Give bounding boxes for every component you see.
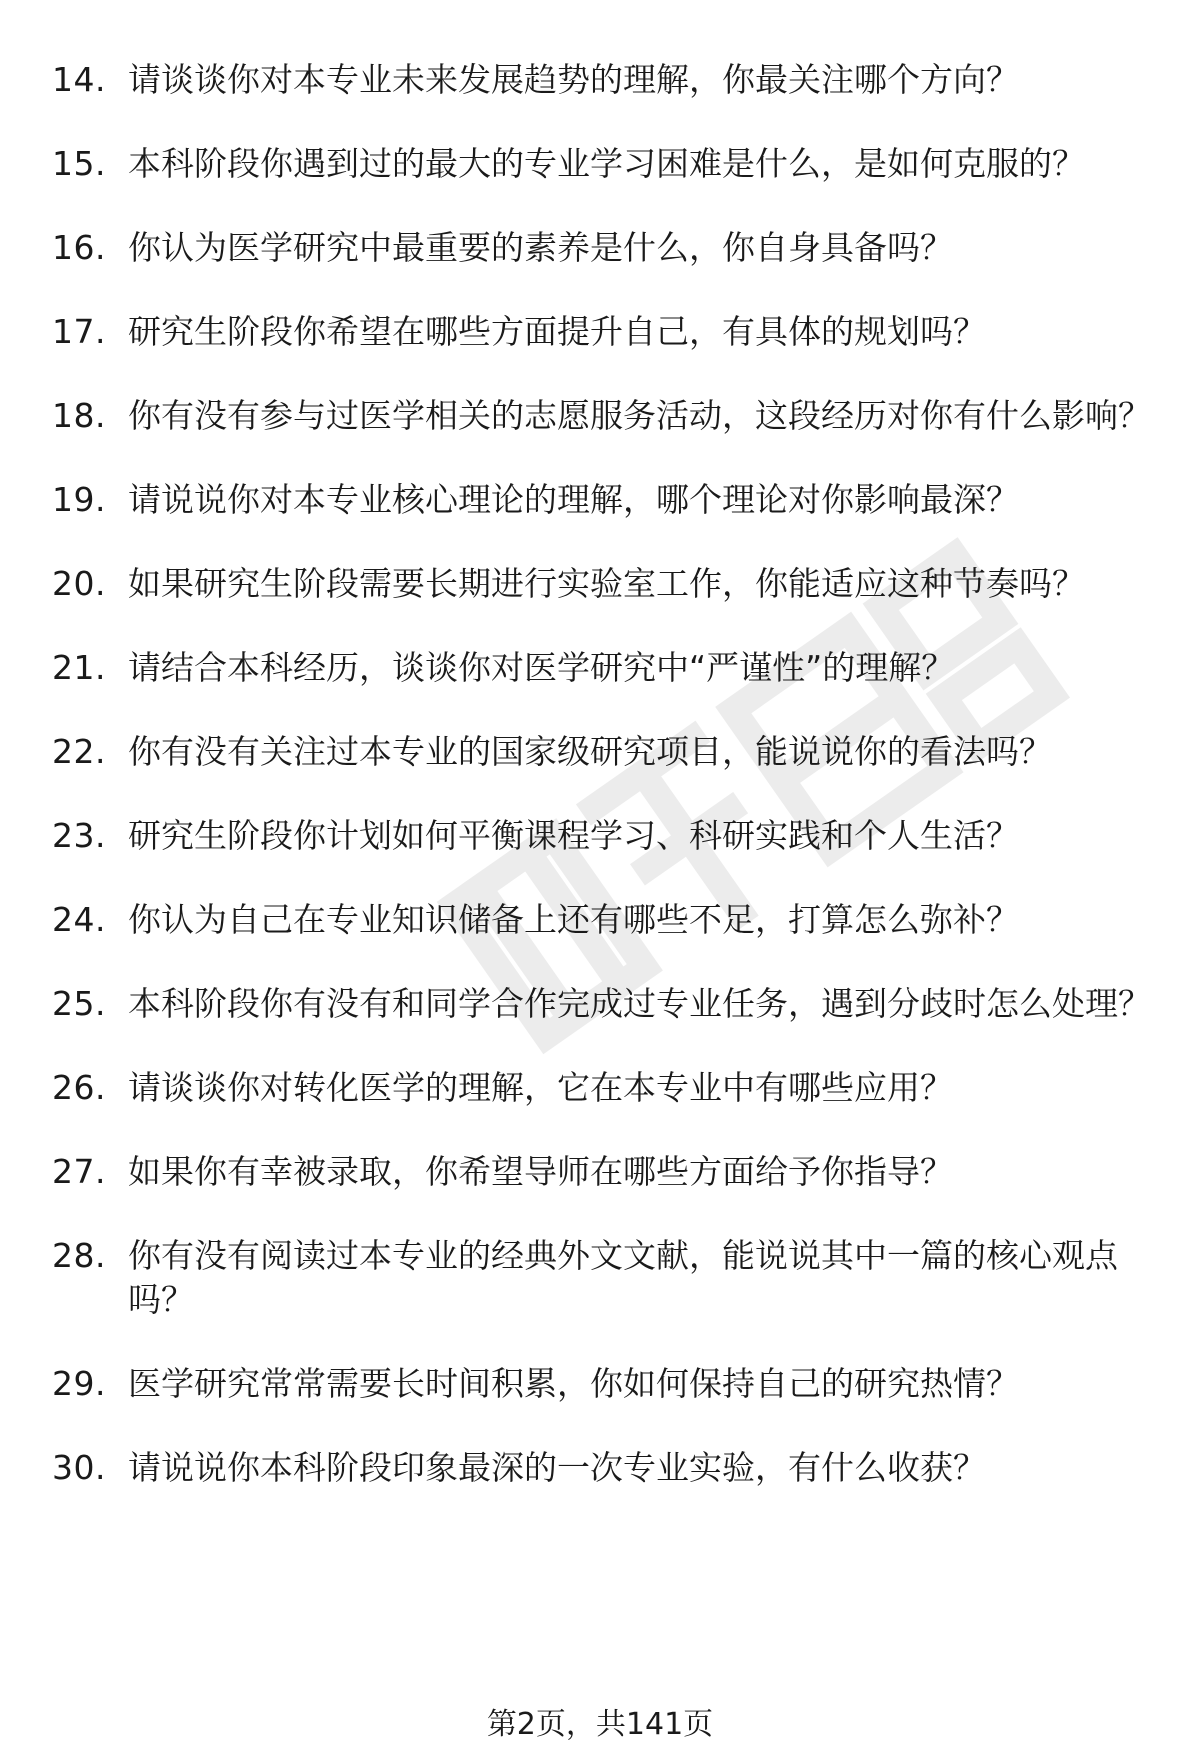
question-number: 30. — [52, 1448, 106, 1487]
question-number: 16. — [52, 228, 106, 267]
question-text: 你认为医学研究中最重要的素养是什么，你自身具备吗？ — [128, 228, 953, 267]
question-number: 22. — [52, 732, 106, 771]
question-number: 18. — [52, 396, 106, 435]
question-number: 28. — [52, 1236, 106, 1275]
question-text: 本科阶段你遇到过的最大的专业学习困难是什么，是如何克服的？ — [128, 144, 1085, 183]
question-text: 你有没有关注过本专业的国家级研究项目，能说说你的看法吗？ — [128, 732, 1052, 771]
question-number: 24. — [52, 900, 106, 939]
question-text: 如果研究生阶段需要长期进行实验室工作，你能适应这种节奏吗？ — [128, 564, 1085, 603]
list-item — [52, 1446, 1152, 1490]
question-number: 25. — [52, 984, 106, 1023]
list-item — [52, 562, 1152, 606]
list-item — [52, 1066, 1152, 1110]
page-footer: 第2页，共141页 — [486, 1707, 714, 1742]
question-number: 21. — [52, 648, 106, 687]
question-text: 请结合本科经历，谈谈你对医学研究中“严谨性”的理解？ — [128, 648, 955, 687]
list-item — [52, 58, 1152, 102]
question-text: 请说说你对本专业核心理论的理解，哪个理论对你影响最深？ — [128, 480, 1019, 519]
list-item — [52, 730, 1152, 774]
question-number: 29. — [52, 1364, 106, 1403]
question-text: 本科阶段你有没有和同学合作完成过专业任务，遇到分歧时怎么处理？ — [128, 984, 1151, 1023]
question-text: 你有没有参与过医学相关的志愿服务活动，这段经历对你有什么影响？ — [128, 396, 1151, 435]
list-item — [52, 310, 1152, 354]
question-text: 如果你有幸被录取，你希望导师在哪些方面给予你指导？ — [128, 1152, 953, 1191]
question-text: 医学研究常常需要长时间积累，你如何保持自己的研究热情？ — [128, 1364, 1019, 1403]
question-number: 15. — [52, 144, 106, 183]
question-text: 研究生阶段你希望在哪些方面提升自己，有具体的规划吗？ — [128, 312, 986, 351]
list-item — [52, 646, 1152, 690]
list-item — [52, 478, 1152, 522]
list-item — [52, 1150, 1152, 1194]
list-item — [52, 394, 1152, 438]
list-item — [52, 814, 1152, 858]
question-text: 请谈谈你对转化医学的理解，它在本专业中有哪些应用？ — [128, 1068, 953, 1107]
list-item — [52, 1362, 1152, 1406]
list-item — [52, 898, 1152, 942]
question-number: 26. — [52, 1068, 106, 1107]
question-text: 请谈谈你对本专业未来发展趋势的理解，你最关注哪个方向？ — [128, 60, 1019, 99]
question-text: 请说说你本科阶段印象最深的一次专业实验，有什么收获？ — [128, 1448, 986, 1487]
question-list — [52, 58, 1152, 1490]
question-number: 14. — [52, 60, 106, 99]
question-number: 17. — [52, 312, 106, 351]
question-number: 19. — [52, 480, 106, 519]
question-number: 23. — [52, 816, 106, 855]
list-item — [52, 142, 1152, 186]
list-item — [52, 226, 1152, 270]
list-item — [52, 982, 1152, 1026]
question-number: 27. — [52, 1152, 106, 1191]
question-text: 你认为自己在专业知识储备上还有哪些不足，打算怎么弥补？ — [128, 900, 1019, 939]
list-item — [52, 1234, 1152, 1322]
question-number: 20. — [52, 564, 106, 603]
question-text: 研究生阶段你计划如何平衡课程学习、科研实践和个人生活？ — [128, 816, 1019, 855]
question-text: 你有没有阅读过本专业的经典外文文献，能说说其中一篇的核心观点吗？ — [128, 1236, 1118, 1319]
